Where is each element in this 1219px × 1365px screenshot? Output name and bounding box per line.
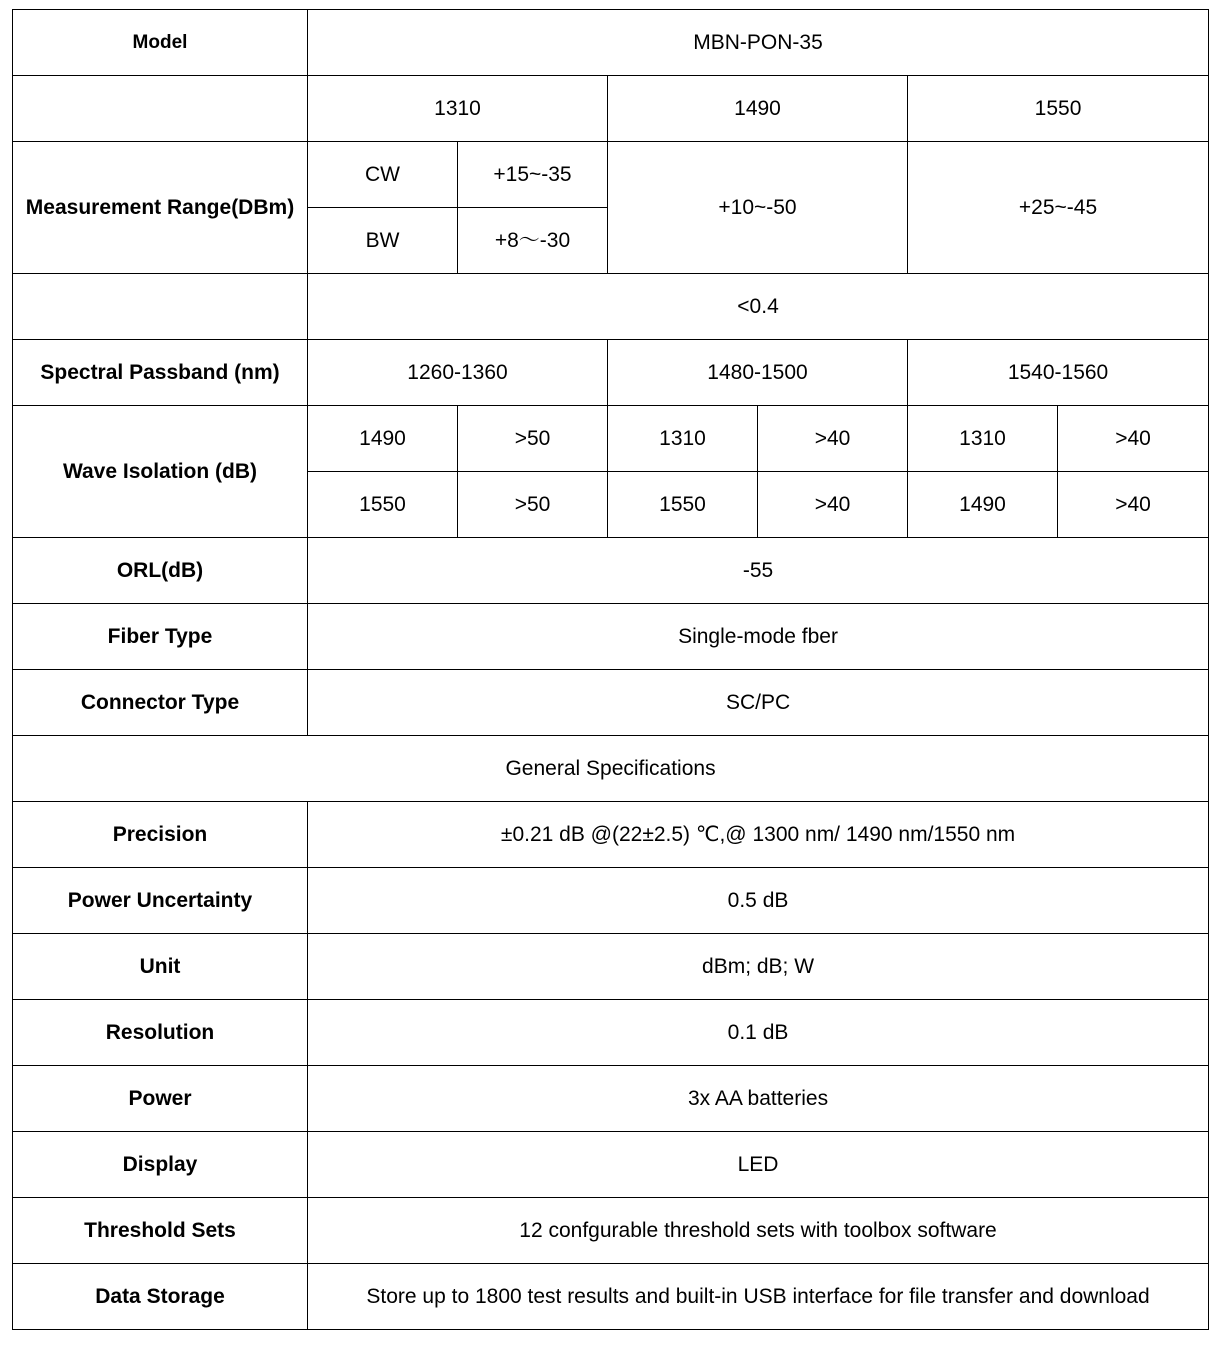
isolation-cell: 1310 bbox=[608, 406, 758, 472]
row-orl bbox=[13, 538, 1209, 604]
connector-type-label: Connector Type bbox=[13, 670, 308, 736]
blank-value: <0.4 bbox=[308, 274, 1209, 340]
connector-type-value: SC/PC bbox=[308, 670, 1209, 736]
cw-label: CW bbox=[308, 142, 458, 208]
wave-isolation-label: Wave Isolation (dB) bbox=[13, 406, 308, 538]
measurement-range-1490: +10~-50 bbox=[608, 142, 908, 274]
data-storage-value: Store up to 1800 test results and built-in USB interface for file transfer and download bbox=[308, 1264, 1209, 1330]
row-display bbox=[13, 1132, 1209, 1198]
row-model bbox=[13, 10, 1209, 76]
row-blank bbox=[13, 274, 1209, 340]
power-value: 3x AA batteries bbox=[308, 1066, 1209, 1132]
power-uncertainty-value: 0.5 dB bbox=[308, 868, 1209, 934]
isolation-cell: >40 bbox=[1058, 472, 1209, 538]
resolution-value: 0.1 dB bbox=[308, 1000, 1209, 1066]
row-data-storage bbox=[13, 1264, 1209, 1330]
isolation-cell: 1310 bbox=[908, 406, 1058, 472]
isolation-cell: >50 bbox=[458, 406, 608, 472]
passband-1310: 1260-1360 bbox=[308, 340, 608, 406]
spectral-passband-label: Spectral Passband (nm) bbox=[13, 340, 308, 406]
threshold-sets-label: Threshold Sets bbox=[13, 1198, 308, 1264]
row-fiber-type bbox=[13, 604, 1209, 670]
display-value: LED bbox=[308, 1132, 1209, 1198]
isolation-cell: 1490 bbox=[908, 472, 1058, 538]
data-storage-label: Data Storage bbox=[13, 1264, 308, 1330]
row-precision bbox=[13, 802, 1209, 868]
power-label: Power bbox=[13, 1066, 308, 1132]
row-power bbox=[13, 1066, 1209, 1132]
power-uncertainty-label: Power Uncertainty bbox=[13, 868, 308, 934]
row-threshold-sets bbox=[13, 1198, 1209, 1264]
model-label: Model bbox=[13, 10, 308, 76]
spec-table bbox=[12, 9, 1209, 1330]
passband-1490: 1480-1500 bbox=[608, 340, 908, 406]
bw-value: +8～-30 bbox=[458, 208, 608, 274]
wavelengths-label bbox=[13, 76, 308, 142]
row-connector-type bbox=[13, 670, 1209, 736]
isolation-cell: >40 bbox=[1058, 406, 1209, 472]
model-value: MBN-PON-35 bbox=[308, 10, 1209, 76]
isolation-cell: >50 bbox=[458, 472, 608, 538]
wavelength-1310: 1310 bbox=[308, 76, 608, 142]
row-resolution bbox=[13, 1000, 1209, 1066]
fiber-type-label: Fiber Type bbox=[13, 604, 308, 670]
blank-label bbox=[13, 274, 308, 340]
isolation-cell: >40 bbox=[758, 472, 908, 538]
wavelength-1550: 1550 bbox=[908, 76, 1209, 142]
row-wave-isolation-1 bbox=[13, 406, 1209, 472]
passband-1550: 1540-1560 bbox=[908, 340, 1209, 406]
precision-value: ±0.21 dB @(22±2.5) ℃,@ 1300 nm/ 1490 nm/1550 nm bbox=[308, 802, 1209, 868]
row-wavelengths bbox=[13, 76, 1209, 142]
display-label: Display bbox=[13, 1132, 308, 1198]
measurement-range-label: Measurement Range(DBm) bbox=[13, 142, 308, 274]
row-power-uncertainty bbox=[13, 868, 1209, 934]
measurement-range-1550: +25~-45 bbox=[908, 142, 1209, 274]
isolation-cell: 1550 bbox=[308, 472, 458, 538]
unit-value: dBm; dB; W bbox=[308, 934, 1209, 1000]
isolation-cell: 1490 bbox=[308, 406, 458, 472]
threshold-sets-value: 12 confgurable threshold sets with toolbox software bbox=[308, 1198, 1209, 1264]
row-general-specifications bbox=[13, 736, 1209, 802]
row-measurement-range-cw bbox=[13, 142, 1209, 208]
bw-label: BW bbox=[308, 208, 458, 274]
isolation-cell: 1550 bbox=[608, 472, 758, 538]
cw-value: +15~-35 bbox=[458, 142, 608, 208]
unit-label: Unit bbox=[13, 934, 308, 1000]
orl-label: ORL(dB) bbox=[13, 538, 308, 604]
resolution-label: Resolution bbox=[13, 1000, 308, 1066]
wavelength-1490: 1490 bbox=[608, 76, 908, 142]
orl-value: -55 bbox=[308, 538, 1209, 604]
general-specifications-heading: General Specifications bbox=[13, 736, 1209, 802]
isolation-cell: >40 bbox=[758, 406, 908, 472]
row-spectral-passband bbox=[13, 340, 1209, 406]
fiber-type-value: Single-mode fber bbox=[308, 604, 1209, 670]
precision-label: Precision bbox=[13, 802, 308, 868]
row-unit bbox=[13, 934, 1209, 1000]
